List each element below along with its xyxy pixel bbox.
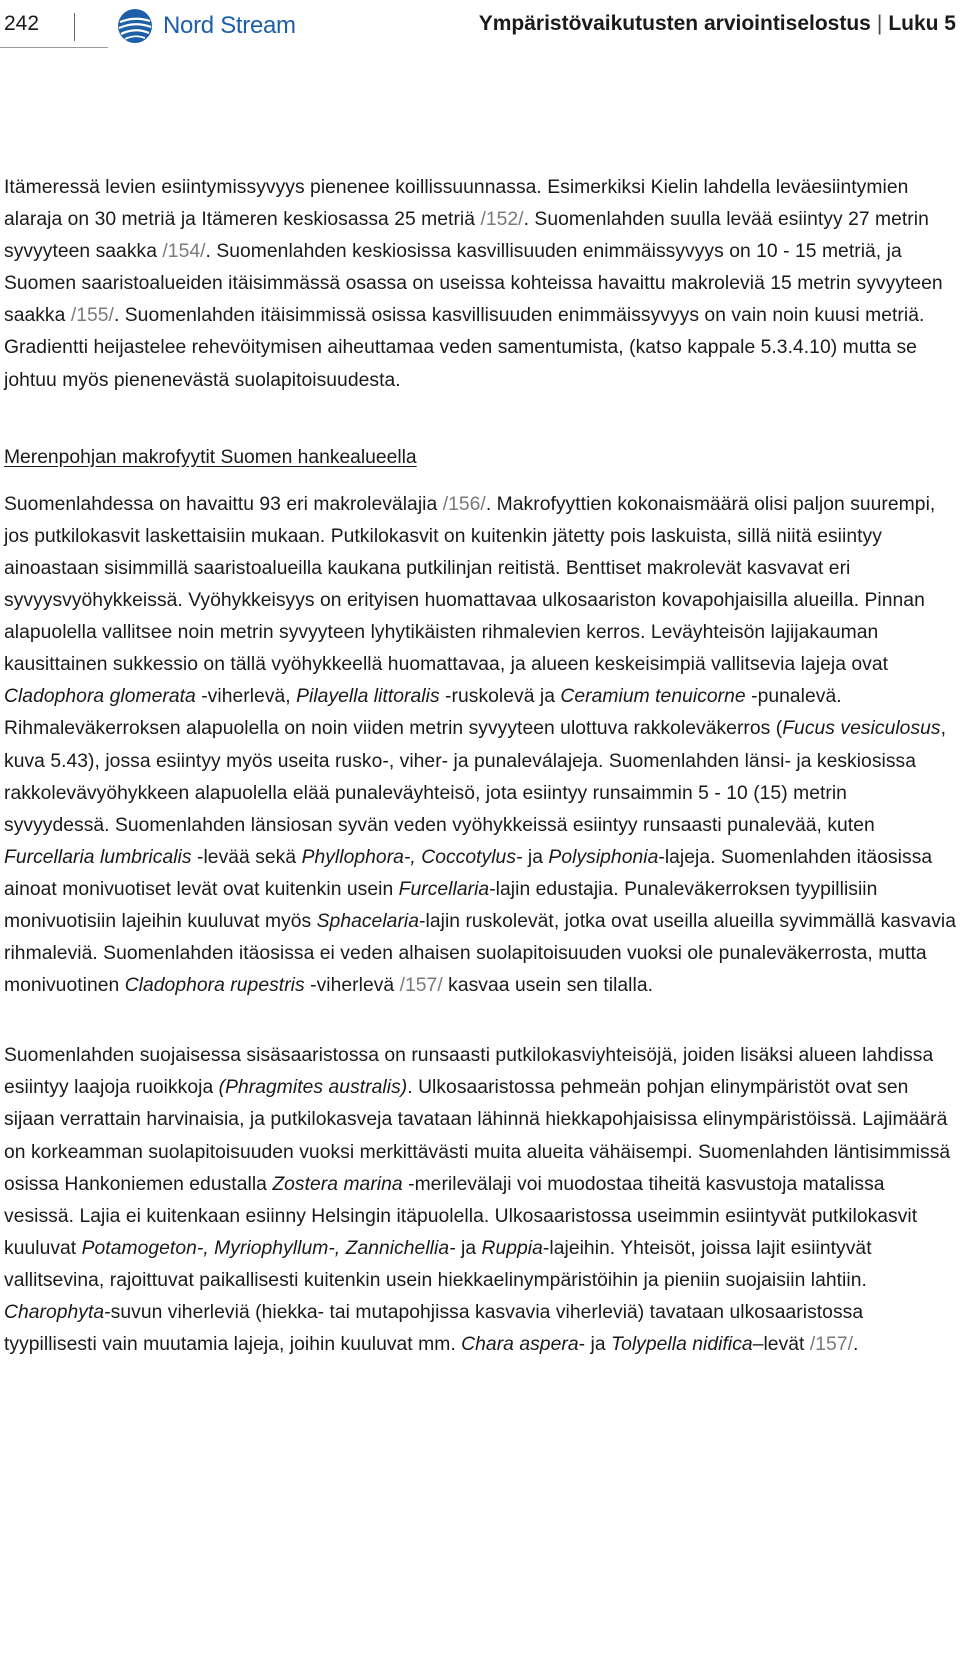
species-name: Tolypella nidifica — [611, 1334, 753, 1356]
section-heading: Merenpohjan makrofyytit Suomen hankealueella — [4, 446, 417, 468]
species-name: Ceramium tenuicorne — [560, 686, 746, 708]
document-title: Ympäristövaikutusten arviointiselostus — [478, 12, 871, 35]
species-name: Chara aspera — [461, 1334, 579, 1356]
species-name: (Phragmites australis) — [218, 1077, 408, 1099]
species-name: Zostera marina — [272, 1173, 403, 1195]
nord-stream-logo — [117, 6, 296, 46]
globe-logo-icon — [117, 8, 153, 44]
reference-link: /156/ — [442, 493, 486, 515]
species-name: Sphacelaria — [316, 910, 420, 932]
page-header — [0, 0, 960, 60]
running-title — [479, 12, 956, 36]
species-name: Phyllophora-, Coccotylus- — [301, 846, 523, 868]
species-name: Polysiphonia — [548, 846, 659, 868]
reference-link: /152/ — [480, 209, 524, 231]
species-name: Charophyta — [4, 1302, 105, 1323]
species-name: Ruppia — [481, 1237, 543, 1259]
species-name: Cladophora rupestris — [124, 975, 305, 997]
reference-link: /154/ — [162, 241, 206, 263]
species-name: Cladophora glomerata — [4, 686, 196, 708]
reference-link: /157/ — [399, 975, 443, 997]
header-rule — [0, 47, 108, 48]
species-name: Furcellaria lumbricalis — [4, 846, 192, 868]
chapter-label: Luku 5 — [888, 12, 956, 35]
paragraph-vascular-plants: Suomenlahden suojaisessa sisäsaaristossa on runsaasti putkilokasviyhteisöjä, joiden lisäksi alueen lahdissa esiintyy laajoja ruoikkoja (Phragmites australis). Ulkosaaristossa pehmeän pohjan elinympäristöt ovat sen sijaan verrattain harvinaisia, ja putkilokasveja tavataan lähinnä hiekkapohjaisissa elinympäristöissä. Lajimäärä on korkeamman suolapitoisuuden vuoksi merkittävästi muita alueita vähäisempi. Suomenlahden läntisimmissä osissa Hankoniemen edustalla Zostera marina -merilevälaji voi muodostaa tiheitä kasvustoja matalissa vesissä. Lajia ei kuitenkaan esiinny Helsingin itäpuolella. Ulkosaaristossa useimmin esiintyvät putkilokasvit kuuluvat Potamogeton-, Myriophyllum-, Zannichellia- ja Ruppia-lajeihin. Yhteisöt, joissa lajit esiintyvät vallitsevina, rajoittuvat paikallisesti kuitenkin usein hiekkaelinympäristöihin ja pieniin suojaisiin lahtiin. Charophyta-suvun viherleviä (hiekka- tai mutapohjissa kasvavia viherleviä) tavataan ulkosaaristossa tyypillisesti vain muutamia lajeja, joihin kuuluvat mm. Chara aspera- ja Tolypella nidifica–levät /157/. — [4, 1045, 951, 1356]
page-body — [4, 172, 956, 1361]
paragraph-depth-gradient: Itämeressä levien esiintymissyvyys pienenee koillissuunnassa. Esimerkiksi Kielin lahdella leväesiintymien alaraja on 30 metriä ja Itämeren keskiosassa 25 metriä /152/. Suomenlahden suulla levää esiintyy 27 metrin syvyyteen saakka /154/. Suomenlahden keskiosissa kasvillisuuden enimmäissyvyys on 10 - 15 metriä, ja Suomen saaristoalueiden itäisimmässä osassa on useissa kohteissa havaittu makroleviä 15 metrin syvyyteen saakka /155/. Suomenlahden itäisimmissä osissa kasvillisuuden enimmäissyvyys on vain noin kuusi metriä. Gradientti heijastelee rehevöitymisen aiheuttamaa veden samentumista, (katso kappale 5.3.4.10) mutta se johtuu myös pienenevästä suolapitoisuudesta. — [4, 177, 943, 391]
paragraph-macroalgae: Suomenlahdessa on havaittu 93 eri makrolevälajia /156/. Makrofyyttien kokonaismäärä olisi paljon suurempi, jos putkilokasvit laskettaisiin mukaan. Putkilokasvit on kuitenkin jätetty pois laskuista, sillä niitä esiintyy ainoastaan sisimmillä saaristoalueilla kaukana putkilinjan reitistä. Benttiset makrolevät kasvavat eri syvyysvyöhykkeissä. Vyöhykkeisyys on erityisen huomattavaa ulkosaariston kovapohjaisilla alueilla. Pinnan alapuolella vallitsee noin metrin syvyyteen lyhytikäisten rihmalevien kerros. Leväyhteisön lajijakauman kausittainen sukkessio on tällä vyöhykkeellä huomattavaa, ja alueen keskeisimpiä vallitsevia lajeja ovat Cladophora glomerata -viherlevä, Pilayella littoralis -ruskolevä ja Ceramium tenuicorne -punalevä. Rihmaleväkerroksen alapuolella on noin viiden metrin syvyyteen ulottuva rakkoleväkerros (Fucus vesiculosus, kuva 5.43), jossa esiintyy myös useita rusko-, viher- ja punaleválajeja. Suomenlahden länsi- ja keskiosissa rakkolevävyöhykkeen alapuolella elää punaleväyhteisö, jota esiintyy runsaimmin 5 - 10 (15) metrin syvyydessä. Suomenlahden länsiosan syvän veden vyöhykkeissä esiintyy runsaasti punalevää, kuten Furcellaria lumbricalis -levää sekä Phyllophora-, Coccotylus- ja Polysiphonia-lajeja. Suomenlahden itäosissa ainoat monivuotiset levät ovat kuitenkin usein Furcellaria-lajin edustajia. Punaleväkerroksen tyypillisiin monivuotisiin lajeihin kuuluvat myös Sphacelaria-lajin ruskolevät, jotka ovat useilla alueilla syvimmällä kasvavia rihmaleviä. Suomenlahden itäosissa ei veden alhaisen suolapitoisuuden vuoksi ole punaleväkerrosta, mutta monivuotinen Cladophora rupestris -viherlevä /157/ kasvaa usein sen tilalla. — [4, 493, 957, 997]
logo-text: Nord Stream — [163, 12, 296, 39]
species-name: Pilayella littoralis — [296, 686, 440, 708]
species-name: Furcellaria — [398, 878, 490, 900]
species-name: Fucus vesiculosus — [782, 718, 941, 740]
title-separator: | — [876, 12, 883, 35]
reference-link: /155/ — [70, 305, 114, 327]
reference-link: /157/ — [809, 1334, 853, 1356]
header-divider — [74, 13, 75, 41]
page-number: 242 — [4, 12, 40, 35]
species-name: Potamogeton-, Myriophyllum-, Zannichellia- — [81, 1237, 456, 1259]
